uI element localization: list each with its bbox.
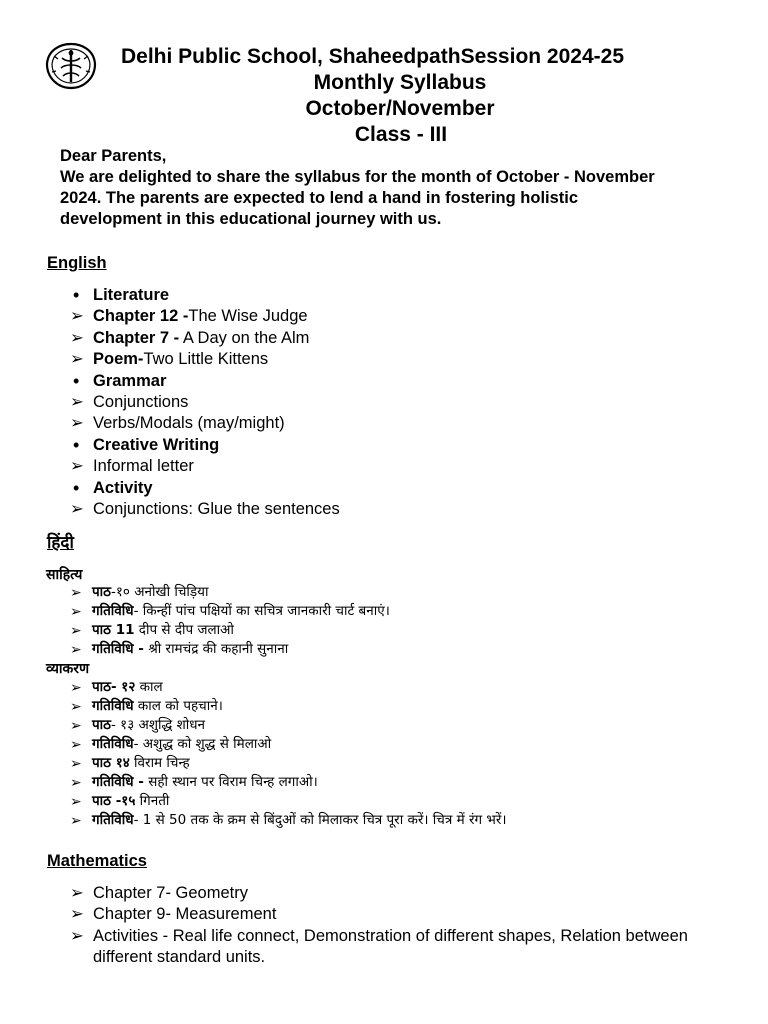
list-item <box>70 499 340 520</box>
bullet-icon: • <box>73 285 80 305</box>
greeting-salutation: Dear Parents, <box>60 147 167 165</box>
arrow-bullet-icon: ➢ <box>70 393 84 412</box>
arrow-bullet-icon: ➢ <box>70 457 84 476</box>
arrow-bullet-icon: ➢ <box>70 500 84 519</box>
item-text: - किन्हीं पांच पक्षियों का सचित्र जानकारी चार्ट बनाएं। <box>133 603 390 619</box>
arrow-bullet-icon: ➢ <box>70 793 82 809</box>
school-emblem-icon <box>44 42 98 90</box>
item-label: गतिविधि - <box>92 774 144 790</box>
header-line-school <box>100 44 700 70</box>
list-item <box>70 413 340 434</box>
item-text: - 1 से 50 तक के क्रम से बिंदुओं को मिलाकर चित्र पूरा करें। चित्र में रंग भरें। <box>133 812 507 828</box>
arrow-bullet-icon: ➢ <box>70 622 82 638</box>
list-item <box>70 456 340 477</box>
item-label: पाठ <box>92 584 112 600</box>
vyakaran-label: व्याकरण <box>46 661 90 677</box>
item-text: Informal letter <box>93 457 194 476</box>
list-item <box>70 285 340 306</box>
item-label: पाठ १४ <box>92 755 130 771</box>
item-label: Literature <box>93 286 170 304</box>
item-label: Grammar <box>93 371 167 390</box>
arrow-bullet-icon: ➢ <box>70 350 84 369</box>
arrow-bullet-icon: ➢ <box>70 926 84 945</box>
item-text: श्री रामचंद्र की कहानी सुनाना <box>143 641 289 657</box>
arrow-bullet-icon: ➢ <box>70 812 82 828</box>
list-item <box>70 328 340 349</box>
list-item <box>70 792 507 811</box>
arrow-bullet-icon: ➢ <box>70 774 82 790</box>
item-text: सही स्थान पर विराम चिन्ह लगाओ। <box>143 774 318 790</box>
list-item <box>70 735 507 754</box>
arrow-bullet-icon: ➢ <box>70 698 82 714</box>
arrow-bullet-icon: ➢ <box>70 641 82 657</box>
parent-greeting <box>60 146 740 230</box>
item-label: पाठ <box>92 717 112 733</box>
list-item <box>70 478 340 499</box>
arrow-bullet-icon: ➢ <box>70 328 84 347</box>
list-item <box>70 392 340 413</box>
list-item <box>70 602 390 621</box>
mathematics-list <box>70 883 693 969</box>
list-item <box>70 773 507 792</box>
arrow-bullet-icon: ➢ <box>70 414 84 433</box>
list-item <box>70 435 340 456</box>
item-text: Conjunctions <box>93 393 189 412</box>
vyakaran-list <box>70 678 507 830</box>
list-item <box>70 883 693 904</box>
item-text: The Wise Judge <box>188 307 308 326</box>
mathematics-heading: Mathematics <box>47 852 147 870</box>
syllabus-title: Monthly Syllabus <box>313 71 487 94</box>
item-label: Creative Writing <box>93 435 220 454</box>
list-item <box>70 904 693 925</box>
item-label: गतिविधि <box>92 812 134 828</box>
english-heading: English <box>47 254 107 272</box>
item-label: Chapter 7 - <box>93 328 180 347</box>
item-text: Two Little Kittens <box>143 350 269 369</box>
item-text: गिनती <box>135 793 170 809</box>
document-header <box>100 44 700 148</box>
arrow-bullet-icon: ➢ <box>70 717 82 733</box>
arrow-bullet-icon: ➢ <box>70 736 82 752</box>
item-text: -१० अनोखी चिड़िया <box>111 584 209 600</box>
list-item <box>70 678 507 697</box>
list-item <box>70 716 507 735</box>
greeting-line: 2024. The parents are expected to lend a hand in fostering holistic <box>60 189 579 207</box>
item-text: Conjunctions: Glue the sentences <box>93 500 340 519</box>
item-text: दीप से दीप जलाओ <box>134 622 234 638</box>
arrow-bullet-icon: ➢ <box>70 905 84 924</box>
list-item <box>70 754 507 773</box>
item-text: Activities - Real life connect, Demonstration of different shapes, Relation between different standard units. <box>93 926 688 967</box>
item-label: गतिविधि <box>92 603 134 619</box>
item-text: काल को पहचाने। <box>133 698 223 714</box>
arrow-bullet-icon: ➢ <box>70 603 82 619</box>
list-item <box>70 640 390 659</box>
arrow-bullet-icon: ➢ <box>70 884 84 902</box>
item-label: Poem- <box>93 350 144 369</box>
bullet-icon: • <box>73 370 80 391</box>
school-name: Delhi Public School, Shaheedpath <box>121 45 461 68</box>
list-item <box>70 621 390 640</box>
item-text: - अशुद्ध को शुद्ध से मिलाओ <box>133 736 272 752</box>
list-item <box>70 926 693 969</box>
item-text: Chapter 9- Measurement <box>93 905 277 924</box>
item-label: गतिविधि <box>92 736 134 752</box>
sahitya-label: साहित्य <box>46 567 83 583</box>
list-item <box>70 811 507 830</box>
item-label: Activity <box>93 478 153 497</box>
item-label: गतिविधि - <box>92 641 144 657</box>
item-text: विराम चिन्ह <box>129 755 190 771</box>
item-label: पाठ -१५ <box>92 793 136 809</box>
arrow-bullet-icon: ➢ <box>70 679 82 695</box>
list-item <box>70 349 340 370</box>
item-label: गतिविधि <box>92 698 134 714</box>
item-label: पाठ- १२ <box>92 679 136 695</box>
list-item <box>70 583 390 602</box>
session-label: Session 2024-25 <box>460 45 624 68</box>
bullet-icon: • <box>73 434 80 455</box>
arrow-bullet-icon: ➢ <box>70 584 82 600</box>
class-label: Class - III <box>354 123 448 146</box>
item-text: - १३ अशुद्धि शोधन <box>111 717 206 733</box>
arrow-bullet-icon: ➢ <box>70 755 82 771</box>
hindi-heading: हिंदी <box>47 533 74 553</box>
item-text: Verbs/Modals (may/might) <box>93 414 285 433</box>
sahitya-list <box>70 583 390 659</box>
item-label: पाठ 11 <box>92 622 135 638</box>
list-item <box>70 697 507 716</box>
bullet-icon: • <box>73 477 80 498</box>
arrow-bullet-icon: ➢ <box>70 307 84 326</box>
greeting-line: We are delighted to share the syllabus for the month of October - November <box>60 168 655 186</box>
syllabus-months: October/November <box>305 97 495 120</box>
list-item <box>70 371 340 392</box>
list-item <box>70 306 340 327</box>
english-syllabus-list <box>70 285 340 520</box>
greeting-line: development in this educational journey with us. <box>60 210 442 228</box>
item-text: A Day on the Alm <box>179 328 310 347</box>
item-label: Chapter 12 - <box>93 307 189 326</box>
item-text: काल <box>135 679 163 695</box>
item-text: Chapter 7- Geometry <box>93 884 248 902</box>
